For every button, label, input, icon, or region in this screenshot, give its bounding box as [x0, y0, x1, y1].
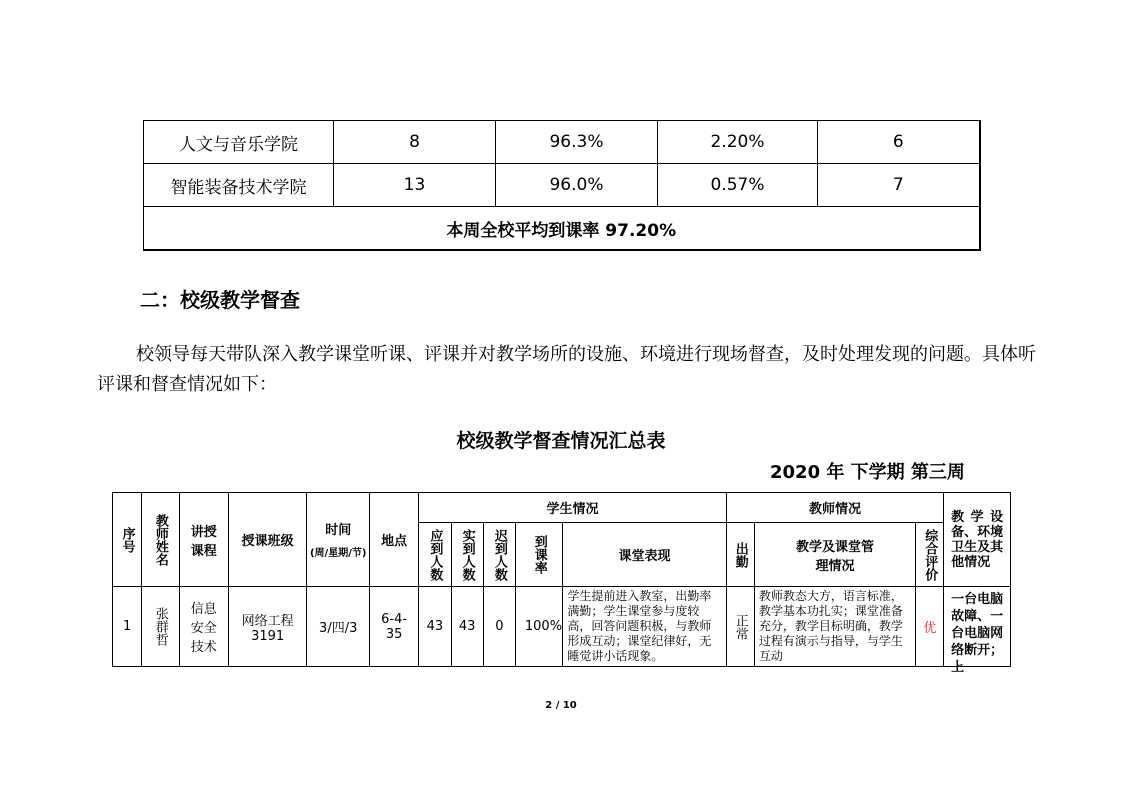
expected-cell: 43 [419, 587, 451, 667]
facilities-header: 教学设备、环境卫生及其他情况 [944, 493, 1011, 587]
course-header: 讲授课程 [179, 493, 228, 587]
page-number: 2 / 10 [545, 700, 577, 711]
teacher-cell: 张群哲 [142, 587, 179, 667]
summary-row [144, 207, 980, 251]
teacher-group-header: 教师情况 [726, 493, 944, 523]
late-cell: 0 [483, 587, 515, 667]
attendance-rate: 96.0% [496, 164, 658, 207]
performance-header: 课堂表现 [563, 523, 726, 587]
performance-cell: 学生提前进入教室，出勤率满勤；学生课堂参与度较高，回答问题积极，与教师形成互动；课堂纪律好，无睡觉讲小话现象。 [563, 587, 726, 667]
rank: 7 [818, 164, 980, 207]
percentage: 2.20% [658, 121, 818, 164]
rank: 6 [818, 121, 980, 164]
attendance-cell: 正常 [726, 587, 754, 667]
section-paragraph: 校领导每天带队深入教学课堂听课、评课并对教学场所的设施、环境进行现场督查，及时处理发现的问题。具体听评课和督查情况如下： [97, 344, 1036, 395]
student-group-header: 学生情况 [419, 493, 726, 523]
class-cell: 网络工程3191 [228, 587, 307, 667]
class-header: 授课班级 [228, 493, 307, 587]
actual-header: 实到人数 [451, 523, 483, 587]
header-row [113, 493, 1011, 523]
supervision-table [112, 492, 1011, 675]
attendance-rate: 96.3% [496, 121, 658, 164]
teaching-header: 教学及课堂管理情况 [754, 523, 915, 587]
section-heading: 二：校级教学督查 [140, 288, 300, 312]
time-header: 时间 (周/星期/节) [307, 493, 369, 587]
absence-count: 13 [334, 164, 496, 207]
attendance-table [143, 120, 981, 251]
rate-header: 到课率 [516, 523, 563, 587]
late-header: 迟到人数 [483, 523, 515, 587]
evaluation-header: 综合评价 [916, 523, 944, 587]
facilities-cell: 一台电脑故障、一台电脑网络断开；上 [944, 587, 1011, 667]
rate-cell: 100% [516, 587, 563, 667]
college-name: 人文与音乐学院 [144, 121, 334, 164]
table-row [144, 121, 980, 164]
time-cell: 3/四/3 [307, 587, 369, 667]
percentage: 0.57% [658, 164, 818, 207]
college-name: 智能装备技术学院 [144, 164, 334, 207]
teaching-cell: 教师教态大方，语言标准，教学基本功扎实；课堂准备充分，教学目标明确，教学过程有演示与指导，与学生互动 [754, 587, 915, 667]
absence-count: 8 [334, 121, 496, 164]
expected-header: 应到人数 [419, 523, 451, 587]
table-title: 校级教学督查情况汇总表 [456, 430, 666, 452]
table-row [144, 164, 980, 207]
location-header: 地点 [369, 493, 418, 587]
term-label: 2020 年 下学期 第三周 [770, 462, 965, 483]
attendance-header: 出勤 [726, 523, 754, 587]
location-cell: 6-4-35 [369, 587, 418, 667]
teacher-header: 教师姓名 [142, 493, 179, 587]
average-attendance-summary: 本周全校平均到课率 97.20% [144, 207, 980, 251]
seq-cell: 1 [113, 587, 142, 667]
actual-cell: 43 [451, 587, 483, 667]
course-cell: 信息安全技术 [179, 587, 228, 667]
table-row [113, 587, 1011, 667]
evaluation-cell: 优 [916, 587, 944, 667]
seq-header: 序号 [113, 493, 142, 587]
